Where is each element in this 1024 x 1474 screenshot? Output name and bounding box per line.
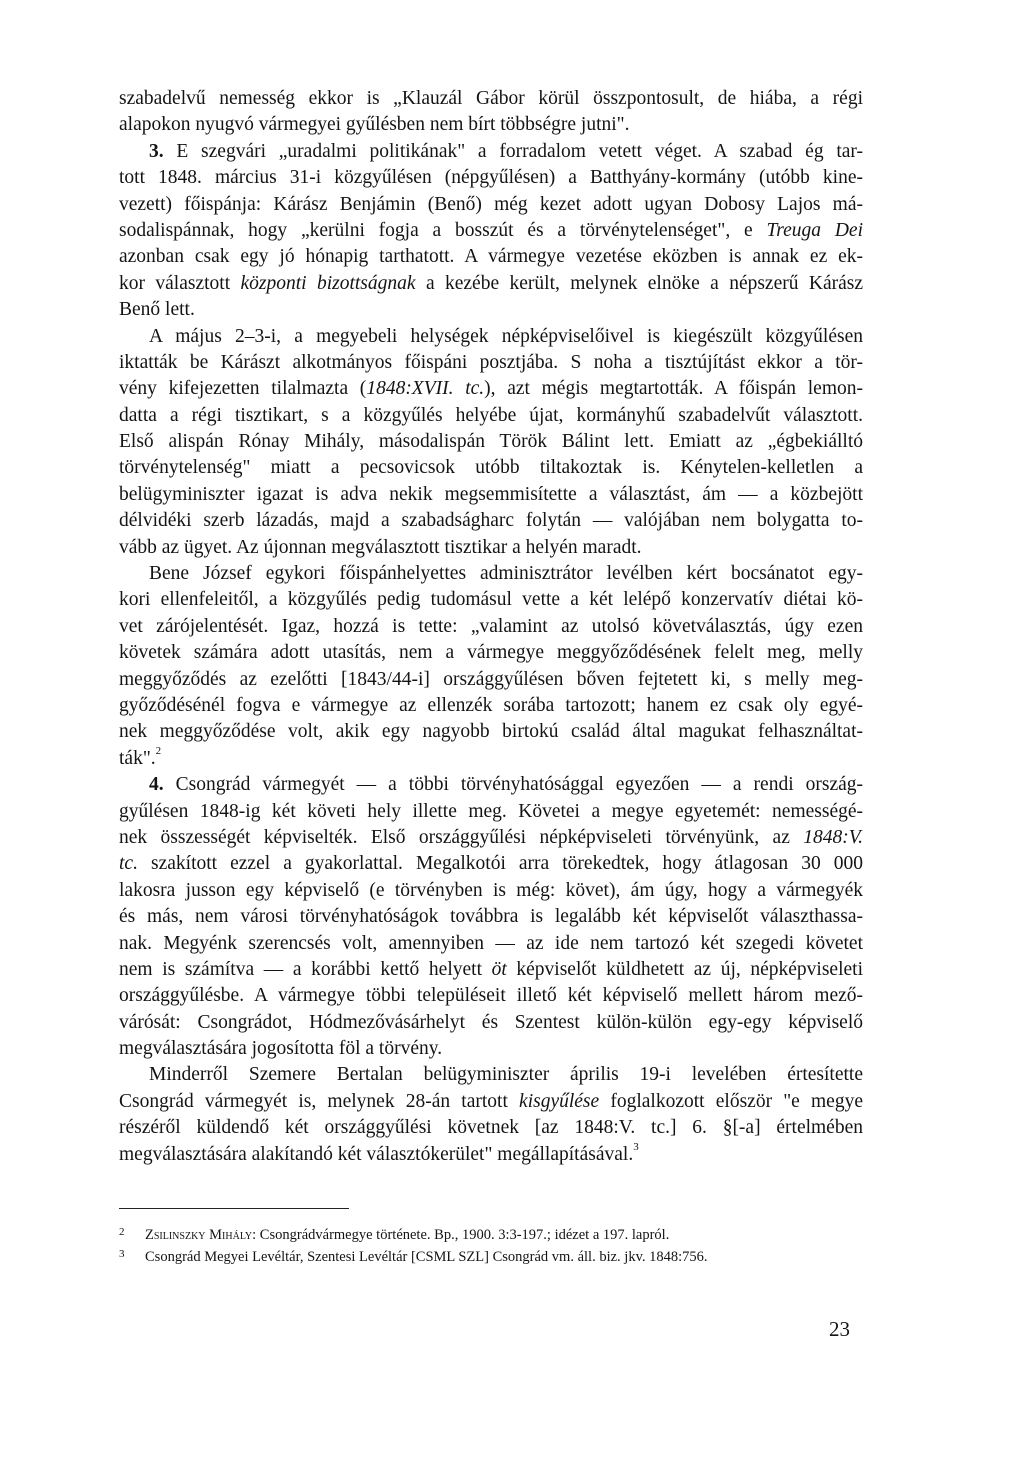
text-run: sodalispánnak, hogy „kerülni fogja a bosszút és a törvénytelenséget", e: [119, 219, 767, 241]
text-run: iktatták be Kárászt alkotmányos főispáni posztjába. S noha a tisztújítást ekkor a tör-: [119, 351, 863, 373]
text-run: megválasztására jogosította föl a törvény.: [119, 1038, 443, 1060]
text-line: [119, 244, 863, 270]
footnote-mark: 3: [119, 1248, 125, 1260]
text-line: [119, 1142, 863, 1168]
text-run: meggyőződés az ezelőtti [1843/44-i] országgyűlésen bőven fejtetett ki, s melly meg-: [119, 668, 863, 690]
text-line: [119, 772, 863, 798]
text-line: [119, 825, 863, 851]
text-line: [119, 640, 863, 666]
text-run: törvénytelenség" miatt a pecsovicsok utóbb tiltakoztak is. Kénytelen-kelletlen a: [119, 457, 863, 479]
text-line: [119, 587, 863, 613]
section-number: 3.: [149, 140, 164, 162]
text-line: [119, 983, 863, 1009]
text-line: [119, 112, 863, 138]
text-run: azonban csak egy jó hónapig tarthatott. A vármegye vezetése eközben is annak ez ek-: [119, 246, 863, 268]
footnote-mark: 2: [119, 1226, 125, 1238]
footnotes: [119, 1223, 863, 1267]
text-line: [119, 324, 863, 350]
text-run: részéről küldendő két országgyűlési követnek [az 1848:V. tc.] 6. §[-a] értelmében: [119, 1117, 863, 1139]
text-run: Első alispán Rónay Mihály, másodalispán Török Bálint lett. Emiatt az „égbekiálltó: [119, 431, 863, 453]
text-run: A május 2–3-i, a megyebeli helységek népképviselőivel is kiegészült közgyűlésen: [149, 325, 863, 347]
text-line: [119, 1010, 863, 1036]
page-number: 23: [829, 1317, 850, 1341]
text-run: nek meggyőződése volt, akik egy nagyobb birtokú család által magukat felhasználtat-: [119, 721, 863, 743]
footnote-reference: 2: [155, 745, 162, 758]
text-run: gyűlésen 1848-ig két követi hely illette meg. Követei a megye egyetemét: nemességé-: [119, 800, 863, 822]
text-run: győződésénél fogva e vármegye az ellenzék sorába tartozott; hanem ez csak oly egyé-: [119, 694, 863, 716]
text-line: [119, 1036, 863, 1062]
italic-text: tc.: [119, 853, 138, 875]
text-line: [119, 1062, 863, 1088]
text-run: szabadelvű nemesség ekkor is „Klauzál Gábor körül összpontosult, de hiába, a régi: [119, 88, 863, 109]
text-line: [119, 561, 863, 587]
text-run: datta a régi tisztikart, s a közgyűlés helyébe újat, kormányhű szabadelvűt választott.: [119, 404, 863, 426]
text-line: [119, 297, 863, 323]
text-line: [119, 851, 863, 877]
text-line: [119, 535, 863, 561]
text-run: Minderről Szemere Bertalan belügyminiszter április 19-i levelében értesítette: [149, 1064, 863, 1086]
italic-text: központi bizottságnak: [240, 272, 416, 294]
italic-text: Treuga Dei: [766, 219, 863, 241]
text-run: szakított ezzel a gyakorlattal. Megalkotói arra törekedtek, hogy átlagosan 30 000: [137, 853, 863, 875]
text-run: vezett) főispánja: Kárász Benjámin (Benő) még kezet adott ugyan Dobosy Lajos má-: [119, 193, 863, 215]
footnote-separator: [119, 1208, 349, 1209]
text-line: [119, 482, 863, 508]
text-run: és más, nem városi törvényhatóságok továbbra is legalább két képviselőt választhassa-: [119, 906, 863, 928]
text-run: alapokon nyugvó vármegyei gyűlésben nem bírt többségre jutni".: [119, 114, 630, 136]
text-line: [119, 957, 863, 983]
footnote: [119, 1223, 863, 1245]
text-line: [119, 667, 863, 693]
italic-text: 1848:XVII. tc.: [366, 378, 485, 400]
author-name: Zsilinszky Mihály: [145, 1227, 253, 1243]
text-run: belügyminiszter igazat is adva nekik megsemmisítette a választást, ám — a közbejött: [119, 483, 863, 505]
text-run: tott 1848. március 31-i közgyűlésen (népgyűlésen) a Batthyány-kormány (utóbb kine-: [119, 167, 863, 189]
italic-text: kisgyűlése: [519, 1090, 600, 1112]
text-run: délvidéki szerb lázadás, majd a szabadságharc folytán — valójában nem bolygatta to-: [119, 510, 863, 532]
text-run: ták".: [119, 747, 156, 769]
text-line: [119, 904, 863, 930]
body-text: [119, 86, 863, 1168]
text-run: vet zárójelentését. Igaz, hozzá is tette: „valamint az utolsó követválasztás, úgy ezen: [119, 615, 863, 637]
text-line: [119, 931, 863, 957]
text-run: várósát: Csongrádot, Hódmezővásárhelyt és Szentest külön-külön egy-egy képviselő: [119, 1011, 863, 1033]
text-line: [119, 746, 863, 772]
text-run: Csongrád vármegyét — a többi törvényhatósággal egyezően — a rendi ország-: [163, 774, 863, 796]
section-number: 4.: [149, 774, 164, 796]
text-line: [119, 350, 863, 376]
text-run: vább az ügyet. Az újonnan megválasztott tisztikar a helyén maradt.: [119, 536, 642, 558]
text-line: [119, 878, 863, 904]
text-run: lakosra jusson egy képviselő (e törvényben is még: követ), ám úgy, hogy a vármegyék: [119, 879, 863, 901]
text-run: Csongrád Megyei Levéltár, Szentesi Levéltár [CSML SZL] Csongrád vm. áll. biz. jkv. 1848:756.: [145, 1249, 708, 1265]
italic-text: öt: [491, 958, 507, 980]
footnote: [119, 1245, 863, 1267]
text-run: országgyűlésbe. A vármegye többi településeit illető két képviselő mellett három mező-: [119, 985, 863, 1007]
text-line: [119, 508, 863, 534]
text-run: foglalkozott először "e megye: [599, 1090, 863, 1112]
text-run: nem is számítva — a korábbi kettő helyett: [119, 958, 492, 980]
text-run: megválasztására alakítandó két választókerület" megállapításával.: [119, 1143, 634, 1165]
footnote-reference: 3: [633, 1141, 639, 1154]
text-line: [119, 429, 863, 455]
text-line: [119, 192, 863, 218]
text-line: [119, 455, 863, 481]
text-line: [119, 1089, 863, 1115]
text-line: [119, 271, 863, 297]
text-run: képviselőt küldhetett az új, népképviseleti: [506, 958, 863, 980]
text-line: [119, 799, 863, 825]
text-run: Csongrád vármegyét is, melynek 28-án tartott: [119, 1090, 520, 1112]
text-run: Bene József egykori főispánhelyettes adminisztrátor levélben kért bocsánatot egy-: [149, 563, 863, 585]
text-line: [119, 1115, 863, 1141]
text-line: [119, 165, 863, 191]
text-line: [119, 614, 863, 640]
text-line: [119, 139, 863, 165]
text-run: E szegvári „uradalmi politikának" a forradalom vetett véget. A szabad ég tar-: [163, 140, 863, 162]
text-run: vény kifejezetten tilalmazta (: [119, 378, 367, 400]
text-run: ), azt mégis megtartották. A főispán lemon-: [484, 378, 863, 400]
italic-text: 1848:V.: [803, 826, 863, 848]
text-run: a kezébe került, melynek elnöke a népszerű Kárász: [415, 272, 864, 294]
text-run: Benő lett.: [119, 299, 195, 321]
text-run: nek összességét képviselték. Első országgyűlési népképviseleti törvényünk, az: [119, 826, 804, 848]
text-line: [119, 376, 863, 402]
text-run: nak. Megyénk szerencsés volt, amennyiben — az ide nem tartozó két szegedi követet: [119, 932, 863, 954]
text-run: kori ellenfeleitől, a közgyűlés pedig tudomásul vette a két lelépő konzervatív diétai kö-: [119, 589, 863, 611]
text-run: követek számára adott utasítás, nem a vármegye meggyőződésének felelt meg, melly: [119, 642, 863, 664]
text-line: [119, 218, 863, 244]
text-run: : Csongrádvármegye története. Bp., 1900. 3:3-197.; idézet a 197. lapról.: [252, 1227, 670, 1243]
text-run: kor választott: [119, 272, 241, 294]
text-line: [119, 719, 863, 745]
text-line: [119, 693, 863, 719]
text-line: [119, 403, 863, 429]
text-line: [119, 86, 863, 112]
